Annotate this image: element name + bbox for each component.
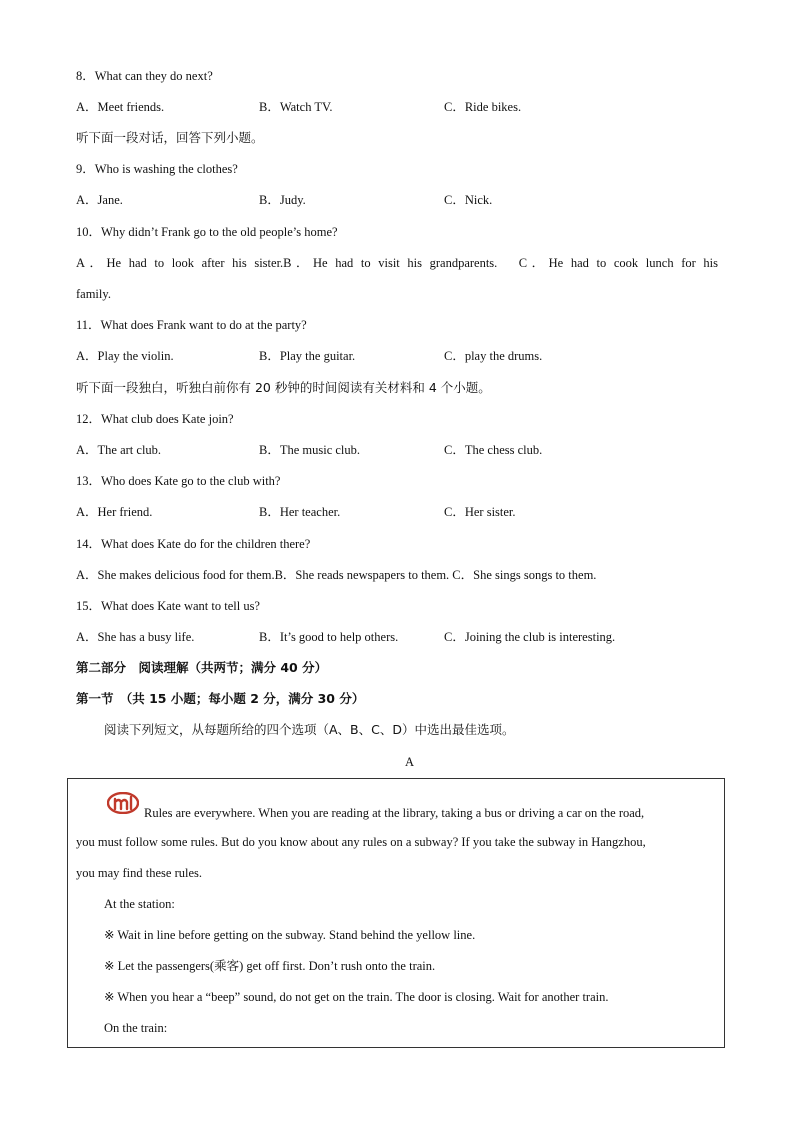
- hangzhou-metro-logo-icon: [107, 792, 139, 814]
- passage-label: A: [405, 755, 415, 769]
- at-station-heading: At the station:: [104, 897, 175, 911]
- q8-option-c: C．Ride bikes.: [444, 100, 522, 114]
- question-14: 14．What does Kate do for the children there?: [76, 537, 311, 551]
- question-15: 15．What does Kate want to tell us?: [76, 599, 260, 613]
- station-rule-2: ※ Let the passengers(乘客) get off first. Don’t rush onto the train.: [104, 959, 436, 973]
- q8-option-a: A．Meet friends.: [76, 100, 165, 114]
- question-8: 8．What can they do next?: [76, 69, 213, 83]
- section-title: 第一节 （共 15 小题；每小题 2 分，满分 30 分）: [76, 691, 365, 706]
- station-rule-3: ※ When you hear a “beep” sound, do not get on the train. The door is closing. Wait for another train.: [104, 990, 609, 1004]
- q13-option-a: A．Her friend.: [76, 505, 153, 519]
- passage-line-3: you may find these rules.: [76, 866, 203, 880]
- question-9: 9．Who is washing the clothes?: [76, 162, 238, 176]
- q13-option-b: B．Her teacher.: [259, 505, 341, 519]
- q8-option-b: B．Watch TV.: [259, 100, 333, 114]
- question-12: 12．What club does Kate join?: [76, 412, 234, 426]
- passage-line-2: you must follow some rules. But do you know about any rules on a subway? If you take the subway in Hangzhou,: [76, 835, 646, 849]
- q13-option-c: C．Her sister.: [444, 505, 516, 519]
- q12-option-a: A．The art club.: [76, 443, 162, 457]
- q10-options: A．He had to look after his sister.B．He had to visit his grandparents. C．He had to cook lunch for his: [76, 256, 718, 270]
- q9-option-a: A．Jane.: [76, 193, 123, 207]
- q12-option-b: B．The music club.: [259, 443, 361, 457]
- q9-option-c: C．Nick.: [444, 193, 493, 207]
- reading-direction: 阅读下列短文，从每题所给的四个选项（A、B、C、D）中选出最佳选项。: [104, 722, 515, 737]
- q11-option-a: A．Play the violin.: [76, 349, 174, 363]
- question-10: 10．Why didn’t Frank go to the old people’s home?: [76, 225, 338, 239]
- q15-option-a: A．She has a busy life.: [76, 630, 195, 644]
- question-11: 11．What does Frank want to do at the party?: [76, 318, 307, 332]
- monologue-instruction: 听下面一段独白，听独白前你有 20 秒钟的时间阅读有关材料和 4 个小题。: [76, 380, 491, 395]
- q15-option-b: B．It’s good to help others.: [259, 630, 399, 644]
- q11-option-b: B．Play the guitar.: [259, 349, 356, 363]
- station-rule-1: ※ Wait in line before getting on the subway. Stand behind the yellow line.: [104, 928, 476, 942]
- q15-option-c: C．Joining the club is interesting.: [444, 630, 616, 644]
- passage-line-1: Rules are everywhere. When you are reading at the library, taking a bus or driving a car on the road,: [144, 806, 645, 820]
- part-title: 第二部分 阅读理解（共两节；满分 40 分）: [76, 660, 328, 675]
- q11-option-c: C．play the drums.: [444, 349, 543, 363]
- question-13: 13．Who does Kate go to the club with?: [76, 474, 281, 488]
- q12-option-c: C．The chess club.: [444, 443, 543, 457]
- dialogue-instruction: 听下面一段对话，回答下列小题。: [76, 130, 264, 145]
- on-train-heading: On the train:: [104, 1021, 168, 1035]
- q14-options: A．She makes delicious food for them.B．She reads newspapers to them. C．She sings songs to them.: [76, 568, 597, 582]
- q10-options-cont: family.: [76, 287, 111, 301]
- q9-option-b: B．Judy.: [259, 193, 306, 207]
